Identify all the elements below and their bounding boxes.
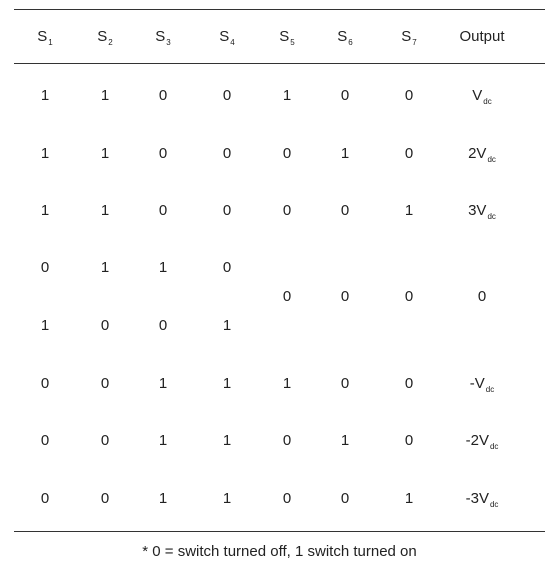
merged-cell: 0	[404, 288, 414, 305]
table-cell: 0	[222, 202, 232, 219]
column-header-subscript: 7	[412, 38, 417, 47]
table-cell: 0	[40, 259, 50, 276]
merged-cell: 0	[477, 288, 487, 305]
table-cell: 0	[40, 432, 50, 449]
column-header-text: Output	[459, 28, 505, 45]
output-subscript: dc	[489, 500, 499, 509]
output-cell	[466, 432, 499, 452]
table-cell: 0	[340, 375, 350, 392]
table-cell: 1	[158, 375, 168, 392]
output-subscript: dc	[489, 442, 499, 451]
column-header	[155, 28, 170, 48]
table-cell: 1	[100, 87, 110, 104]
table-cell: 0	[100, 490, 110, 507]
table-cell: 1	[222, 317, 232, 334]
column-header-subscript: 4	[230, 38, 235, 47]
table-cell: 1	[158, 490, 168, 507]
column-header-text: S	[155, 28, 166, 45]
output-subscript: dc	[487, 155, 496, 164]
table-bottom-rule	[14, 531, 545, 532]
table-cell: 0	[340, 202, 350, 219]
table-cell: 1	[222, 490, 232, 507]
column-header-subscript: 2	[108, 38, 113, 47]
output-text: -2V	[465, 432, 489, 449]
column-header	[459, 28, 504, 46]
table-cell: 0	[404, 432, 414, 449]
column-header-text: S	[279, 28, 290, 45]
table-cell: 0	[158, 145, 168, 162]
table-cell: 0	[340, 87, 350, 104]
table-cell: 0	[404, 375, 414, 392]
output-text: V	[472, 87, 483, 104]
table-cell: 1	[40, 202, 50, 219]
table-cell: 0	[158, 202, 168, 219]
table-cell: 1	[100, 202, 110, 219]
table-cell: 1	[222, 375, 232, 392]
column-header-subscript: 6	[348, 38, 353, 47]
column-header	[401, 28, 416, 48]
table-cell: 0	[282, 490, 292, 507]
table-cell: 1	[282, 375, 292, 392]
table-cell: 0	[404, 87, 414, 104]
table-cell: 1	[100, 145, 110, 162]
table-cell: 0	[100, 317, 110, 334]
header-bottom-rule	[14, 63, 545, 64]
output-cell	[470, 375, 494, 395]
table-cell: 0	[340, 490, 350, 507]
column-header	[97, 28, 112, 48]
column-header	[279, 28, 294, 48]
output-subscript: dc	[485, 385, 495, 394]
output-text: -V	[469, 375, 485, 392]
table-cell: 0	[222, 145, 232, 162]
table-cell: 0	[282, 202, 292, 219]
table-cell: 1	[40, 317, 50, 334]
output-text: 3V	[468, 202, 487, 219]
table-cell: 1	[340, 432, 350, 449]
output-subscript: dc	[487, 212, 496, 221]
column-header-text: S	[219, 28, 230, 45]
table-cell: 0	[40, 490, 50, 507]
column-header-text: S	[337, 28, 348, 45]
table-cell: 0	[282, 432, 292, 449]
output-cell	[468, 145, 496, 165]
table-top-rule	[14, 9, 545, 10]
merged-cell: 0	[282, 288, 292, 305]
column-header	[219, 28, 234, 48]
column-header-subscript: 1	[48, 38, 53, 47]
output-text: -3V	[465, 490, 489, 507]
column-header-text: S	[37, 28, 48, 45]
table-cell: 0	[100, 432, 110, 449]
table-cell: 1	[40, 145, 50, 162]
table-cell: 1	[158, 432, 168, 449]
table-cell: 1	[222, 432, 232, 449]
output-cell	[466, 490, 499, 510]
column-header-text: S	[97, 28, 108, 45]
table-cell: 0	[404, 145, 414, 162]
merged-cell: 0	[340, 288, 350, 305]
table-cell: 1	[404, 490, 414, 507]
table-cell: 1	[40, 87, 50, 104]
table-cell: 0	[222, 87, 232, 104]
output-cell	[472, 87, 491, 107]
table-cell: 1	[100, 259, 110, 276]
table-cell: 0	[158, 317, 168, 334]
column-header-subscript: 5	[290, 38, 295, 47]
table-cell: 0	[222, 259, 232, 276]
output-cell	[468, 202, 496, 222]
column-header	[37, 28, 52, 48]
output-subscript: dc	[483, 97, 492, 106]
table-cell: 0	[282, 145, 292, 162]
table-cell: 1	[340, 145, 350, 162]
footnote: * 0 = switch turned off, 1 switch turned on	[142, 543, 417, 560]
column-header-text: S	[401, 28, 412, 45]
output-text: 2V	[468, 145, 487, 162]
column-header	[337, 28, 352, 48]
table-cell: 1	[404, 202, 414, 219]
table-cell: 1	[158, 259, 168, 276]
table-cell: 1	[282, 87, 292, 104]
table-cell: 0	[40, 375, 50, 392]
table-cell: 0	[158, 87, 168, 104]
column-header-subscript: 3	[166, 38, 171, 47]
table-cell: 0	[100, 375, 110, 392]
